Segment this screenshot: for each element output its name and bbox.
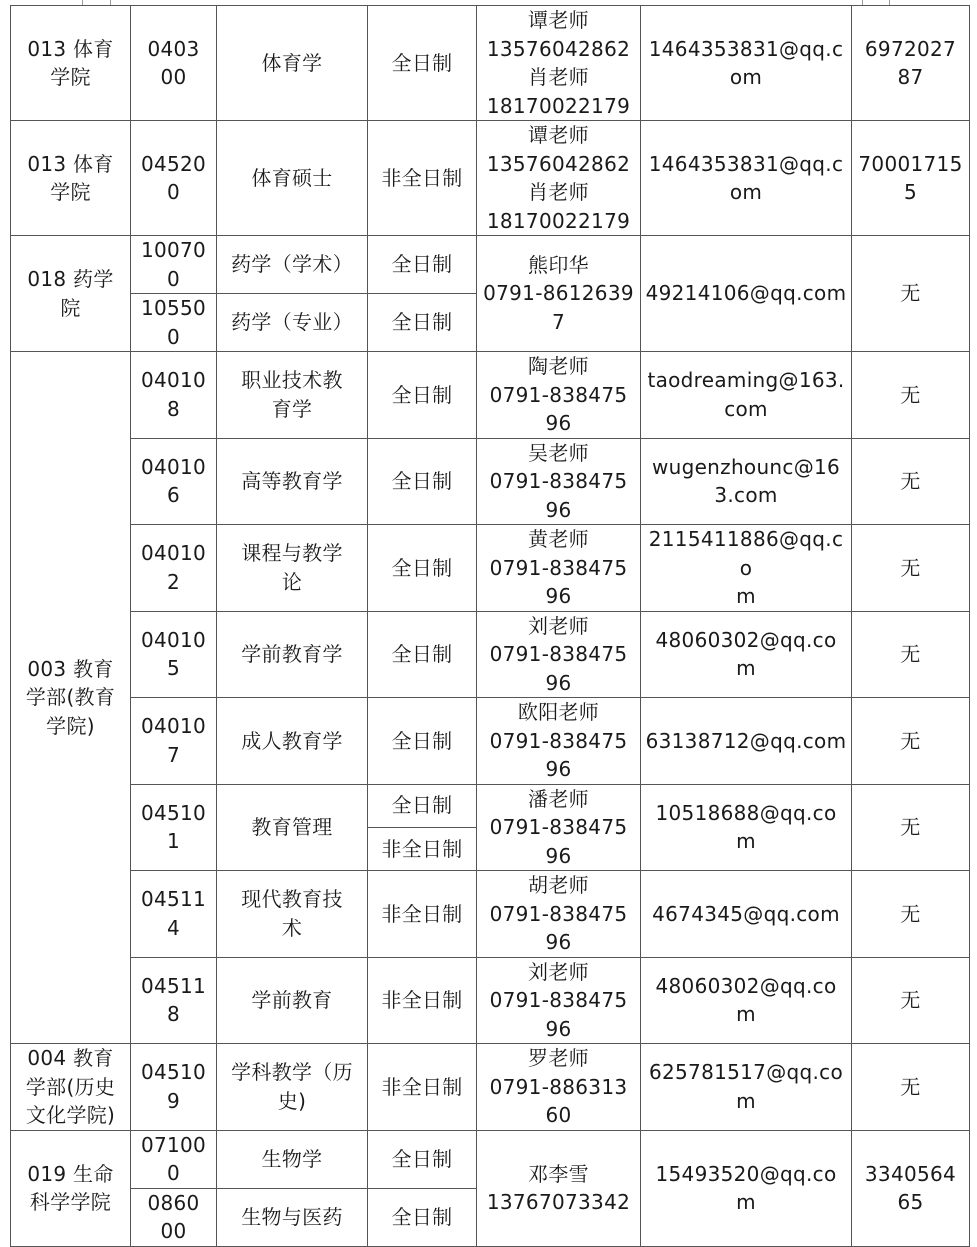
- major-code-cell: 10550 0: [131, 294, 217, 352]
- major-code-cell: 04510 9: [131, 1044, 217, 1131]
- major-code-cell: 04010 7: [131, 698, 217, 785]
- study-mode-cell: 非全日制: [368, 871, 477, 958]
- qq-group-cell: 无: [852, 611, 970, 698]
- major-name-cell: 药学（学术）: [217, 236, 368, 294]
- qq-group-cell: 无: [852, 236, 970, 352]
- table-row: [11, 957, 970, 1044]
- major-name-cell: 学科教学（历 史): [217, 1044, 368, 1131]
- table-row: [11, 871, 970, 958]
- qq-group-cell: 无: [852, 871, 970, 958]
- contact-cell: 罗老师 0791-886313 60: [477, 1044, 641, 1131]
- table-row: [11, 438, 970, 525]
- major-code-cell: 07100 0: [131, 1130, 217, 1188]
- table-row: [11, 611, 970, 698]
- study-mode-cell: 全日制: [368, 6, 477, 121]
- email-cell: 48060302@qq.co m: [641, 957, 852, 1044]
- major-code-cell: 04010 8: [131, 352, 217, 439]
- qq-group-cell: 无: [852, 525, 970, 612]
- major-code-cell: 04010 5: [131, 611, 217, 698]
- email-cell: 4674345@qq.com: [641, 871, 852, 958]
- study-mode-cell: 非全日制: [368, 121, 477, 236]
- major-name-cell: 课程与教学 论: [217, 525, 368, 612]
- dept-cell: 013 体育 学院: [11, 6, 131, 121]
- major-name-cell: 学前教育: [217, 957, 368, 1044]
- contact-cell: 吴老师 0791-838475 96: [477, 438, 641, 525]
- qq-group-cell: 无: [852, 1044, 970, 1131]
- study-mode-cell: 全日制: [368, 1188, 477, 1246]
- table-row: [11, 1044, 970, 1131]
- email-cell: 2115411886@qq.co m: [641, 525, 852, 612]
- email-cell: 625781517@qq.co m: [641, 1044, 852, 1131]
- qq-group-cell: 无: [852, 957, 970, 1044]
- email-cell: 1464353831@qq.c om: [641, 121, 852, 236]
- study-mode-cell: 全日制: [368, 236, 477, 294]
- dept-cell: 018 药学 院: [11, 236, 131, 352]
- qq-group-cell: 无: [852, 438, 970, 525]
- table-row: [11, 121, 970, 236]
- email-cell: taodreaming@163. com: [641, 352, 852, 439]
- email-cell: 48060302@qq.co m: [641, 611, 852, 698]
- email-cell: wugenzhounc@16 3.com: [641, 438, 852, 525]
- dept-cell: 019 生命 科学学院: [11, 1130, 131, 1246]
- qq-group-cell: 无: [852, 784, 970, 871]
- study-mode-cell: 全日制: [368, 611, 477, 698]
- email-cell: 15493520@qq.co m: [641, 1130, 852, 1246]
- study-mode-cell: 全日制: [368, 294, 477, 352]
- qq-group-cell: 无: [852, 352, 970, 439]
- admissions-contact-table: [10, 5, 970, 1247]
- table-row: [11, 525, 970, 612]
- contact-cell: 谭老师 13576042862 肖老师 18170022179: [477, 121, 641, 236]
- dept-cell: 003 教育 学部(教育 学院): [11, 352, 131, 1044]
- major-name-cell: 职业技术教 育学: [217, 352, 368, 439]
- major-name-cell: 体育学: [217, 6, 368, 121]
- major-code-cell: 04520 0: [131, 121, 217, 236]
- study-mode-cell: 非全日制: [368, 1044, 477, 1131]
- major-name-cell: 教育管理: [217, 784, 368, 871]
- major-code-cell: 04010 2: [131, 525, 217, 612]
- major-name-cell: 药学（专业）: [217, 294, 368, 352]
- study-mode-cell: 全日制: [368, 784, 477, 827]
- qq-group-cell: 3340564 65: [852, 1130, 970, 1246]
- major-code-cell: 04511 4: [131, 871, 217, 958]
- contact-cell: 谭老师 13576042862 肖老师 18170022179: [477, 6, 641, 121]
- major-code-cell: 0860 00: [131, 1188, 217, 1246]
- table-row: [11, 352, 970, 439]
- major-code-cell: 10070 0: [131, 236, 217, 294]
- study-mode-cell: 非全日制: [368, 827, 477, 870]
- contact-cell: 黄老师 0791-838475 96: [477, 525, 641, 612]
- major-code-cell: 04511 8: [131, 957, 217, 1044]
- contact-cell: 胡老师 0791-838475 96: [477, 871, 641, 958]
- contact-cell: 熊印华 0791-8612639 7: [477, 236, 641, 352]
- email-cell: 49214106@qq.com: [641, 236, 852, 352]
- major-code-cell: 04010 6: [131, 438, 217, 525]
- study-mode-cell: 全日制: [368, 698, 477, 785]
- qq-group-cell: 70001715 5: [852, 121, 970, 236]
- qq-group-cell: 6972027 87: [852, 6, 970, 121]
- contact-cell: 邓李雪 13767073342: [477, 1130, 641, 1246]
- email-cell: 10518688@qq.co m: [641, 784, 852, 871]
- major-name-cell: 成人教育学: [217, 698, 368, 785]
- dept-cell: 004 教育 学部(历史 文化学院): [11, 1044, 131, 1131]
- study-mode-cell: 非全日制: [368, 957, 477, 1044]
- contact-cell: 潘老师 0791-838475 96: [477, 784, 641, 871]
- email-cell: 1464353831@qq.c om: [641, 6, 852, 121]
- contact-cell: 刘老师 0791-838475 96: [477, 611, 641, 698]
- contact-cell: 陶老师 0791-838475 96: [477, 352, 641, 439]
- major-name-cell: 生物学: [217, 1130, 368, 1188]
- study-mode-cell: 全日制: [368, 352, 477, 439]
- major-code-cell: 0403 00: [131, 6, 217, 121]
- table-row: [11, 236, 970, 294]
- study-mode-cell: 全日制: [368, 525, 477, 612]
- table-row: [11, 1130, 970, 1188]
- dept-cell: 013 体育 学院: [11, 121, 131, 236]
- qq-group-cell: 无: [852, 698, 970, 785]
- study-mode-cell: 全日制: [368, 1130, 477, 1188]
- major-name-cell: 学前教育学: [217, 611, 368, 698]
- table-row: [11, 698, 970, 785]
- table-row: [11, 6, 970, 121]
- major-name-cell: 生物与医药: [217, 1188, 368, 1246]
- major-name-cell: 体育硕士: [217, 121, 368, 236]
- contact-cell: 欧阳老师 0791-838475 96: [477, 698, 641, 785]
- major-name-cell: 高等教育学: [217, 438, 368, 525]
- email-cell: 63138712@qq.com: [641, 698, 852, 785]
- major-code-cell: 04510 1: [131, 784, 217, 871]
- major-name-cell: 现代教育技 术: [217, 871, 368, 958]
- table-row: [11, 784, 970, 827]
- contact-cell: 刘老师 0791-838475 96: [477, 957, 641, 1044]
- study-mode-cell: 全日制: [368, 438, 477, 525]
